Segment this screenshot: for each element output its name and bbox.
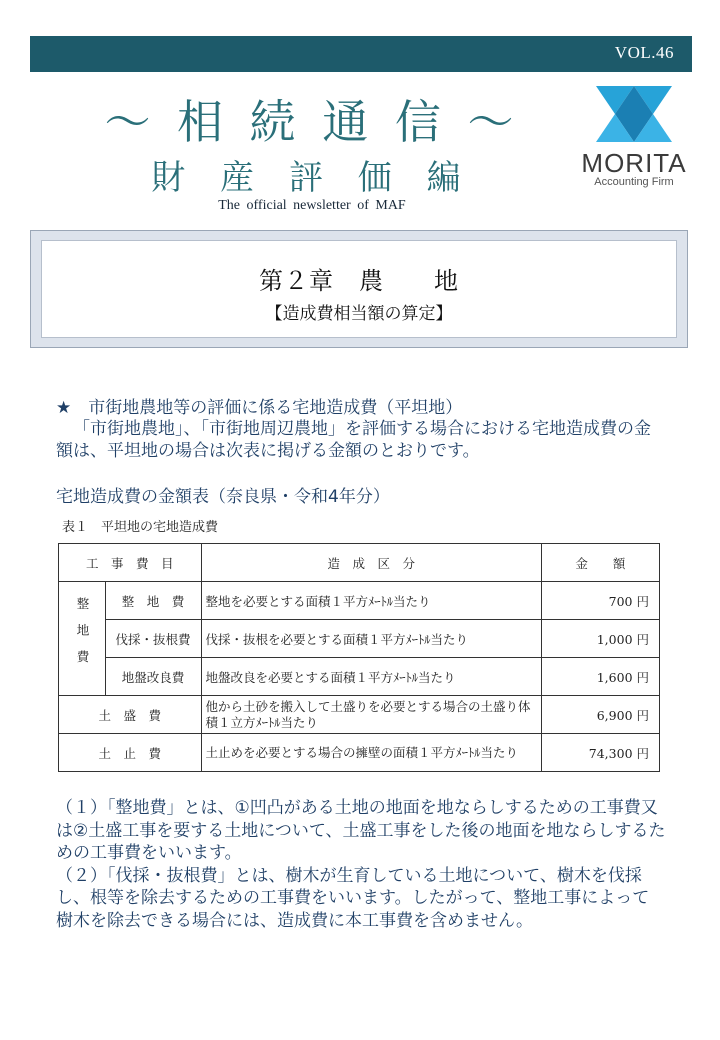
row-description: 整地を必要とする面積１平方ﾒｰﾄﾙ当たり: [201, 582, 541, 620]
table-row: [59, 734, 660, 772]
row-amount: 1,600 円: [541, 658, 659, 696]
logo-name: MORITA: [581, 148, 687, 178]
logo-subtitle: Accounting Firm: [594, 176, 674, 188]
row-item: 土 止 費: [59, 734, 202, 772]
chapter-banner-inner: [41, 240, 677, 338]
morita-logo: [578, 84, 690, 194]
group-label: [59, 582, 106, 696]
table-heading: 宅地造成費の金額表（奈良県・令和4年分）: [56, 487, 390, 507]
note-2: （２）「伐採・抜根費」とは、樹木が生育している土地について、樹木を伐採し、根等を除去するための工事費をいいます。したがって、整地工事によって樹木を除去できる場合には、造成費に本工事費を含めません。: [56, 865, 650, 931]
row-amount: 74,300 円: [541, 734, 659, 772]
header-category: 造 成 区 分: [201, 544, 541, 582]
chapter-banner: [30, 230, 688, 348]
row-description: 土止めを必要とする場合の擁壁の面積１平方ﾒｰﾄﾙ当たり: [201, 734, 541, 772]
row-amount: 1,000 円: [541, 620, 659, 658]
land-development-cost-table: [58, 543, 660, 772]
table-row: [59, 620, 660, 658]
row-item: 地盤改良費: [105, 658, 201, 696]
note-1: （１）「整地費」とは、①凹凸がある土地の地面を地ならしするための工事費又は②土盛工事を要する土地について、土盛工事をした後の地面を地ならしするための工事費をいいます。: [56, 798, 666, 863]
row-item: 伐採・抜根費: [105, 620, 201, 658]
table-row: [59, 658, 660, 696]
newsletter-title: ～ 相 続 通 信 ～: [104, 95, 520, 149]
row-item: 整 地 費: [105, 582, 201, 620]
notes: [56, 797, 666, 932]
intro-paragraph: 「市街地農地」、「市街地周辺農地」を評価する場合における宅地造成費の金額は、平坦地の場合は次表に掲げる金額のとおりです。: [56, 419, 651, 461]
section-heading: ★ 市街地農地等の評価に係る宅地造成費（平坦地）: [56, 398, 463, 418]
morita-logo-icon: [594, 84, 674, 146]
tagline: The official newsletter of MAF: [218, 198, 406, 213]
header-bar: [30, 36, 692, 72]
header-item: 工 事 費 目: [59, 544, 202, 582]
table-caption: 表１ 平坦地の宅地造成費: [62, 520, 219, 535]
volume-label: VOL.46: [614, 43, 674, 62]
table-row: [59, 582, 660, 620]
table-header-row: [59, 544, 660, 582]
row-description: 他から土砂を搬入して土盛りを必要とする場合の土盛り体積１立方ﾒｰﾄﾙ当たり: [201, 696, 541, 734]
row-description: 伐採・抜根を必要とする面積１平方ﾒｰﾄﾙ当たり: [201, 620, 541, 658]
row-amount: 700 円: [541, 582, 659, 620]
row-amount: 6,900 円: [541, 696, 659, 734]
table-row: [59, 696, 660, 734]
row-item: 土 盛 費: [59, 696, 202, 734]
group-label-text: 整地費: [75, 597, 90, 677]
chapter-subtitle: 【造成費相当額の算定】: [265, 304, 453, 324]
row-description: 地盤改良を必要とする面積１平方ﾒｰﾄﾙ当たり: [201, 658, 541, 696]
chapter-title: 第２章 農 地: [259, 267, 459, 295]
newsletter-subtitle: 財 産 評 価 編: [151, 158, 473, 198]
header-amount: 金 額: [541, 544, 659, 582]
